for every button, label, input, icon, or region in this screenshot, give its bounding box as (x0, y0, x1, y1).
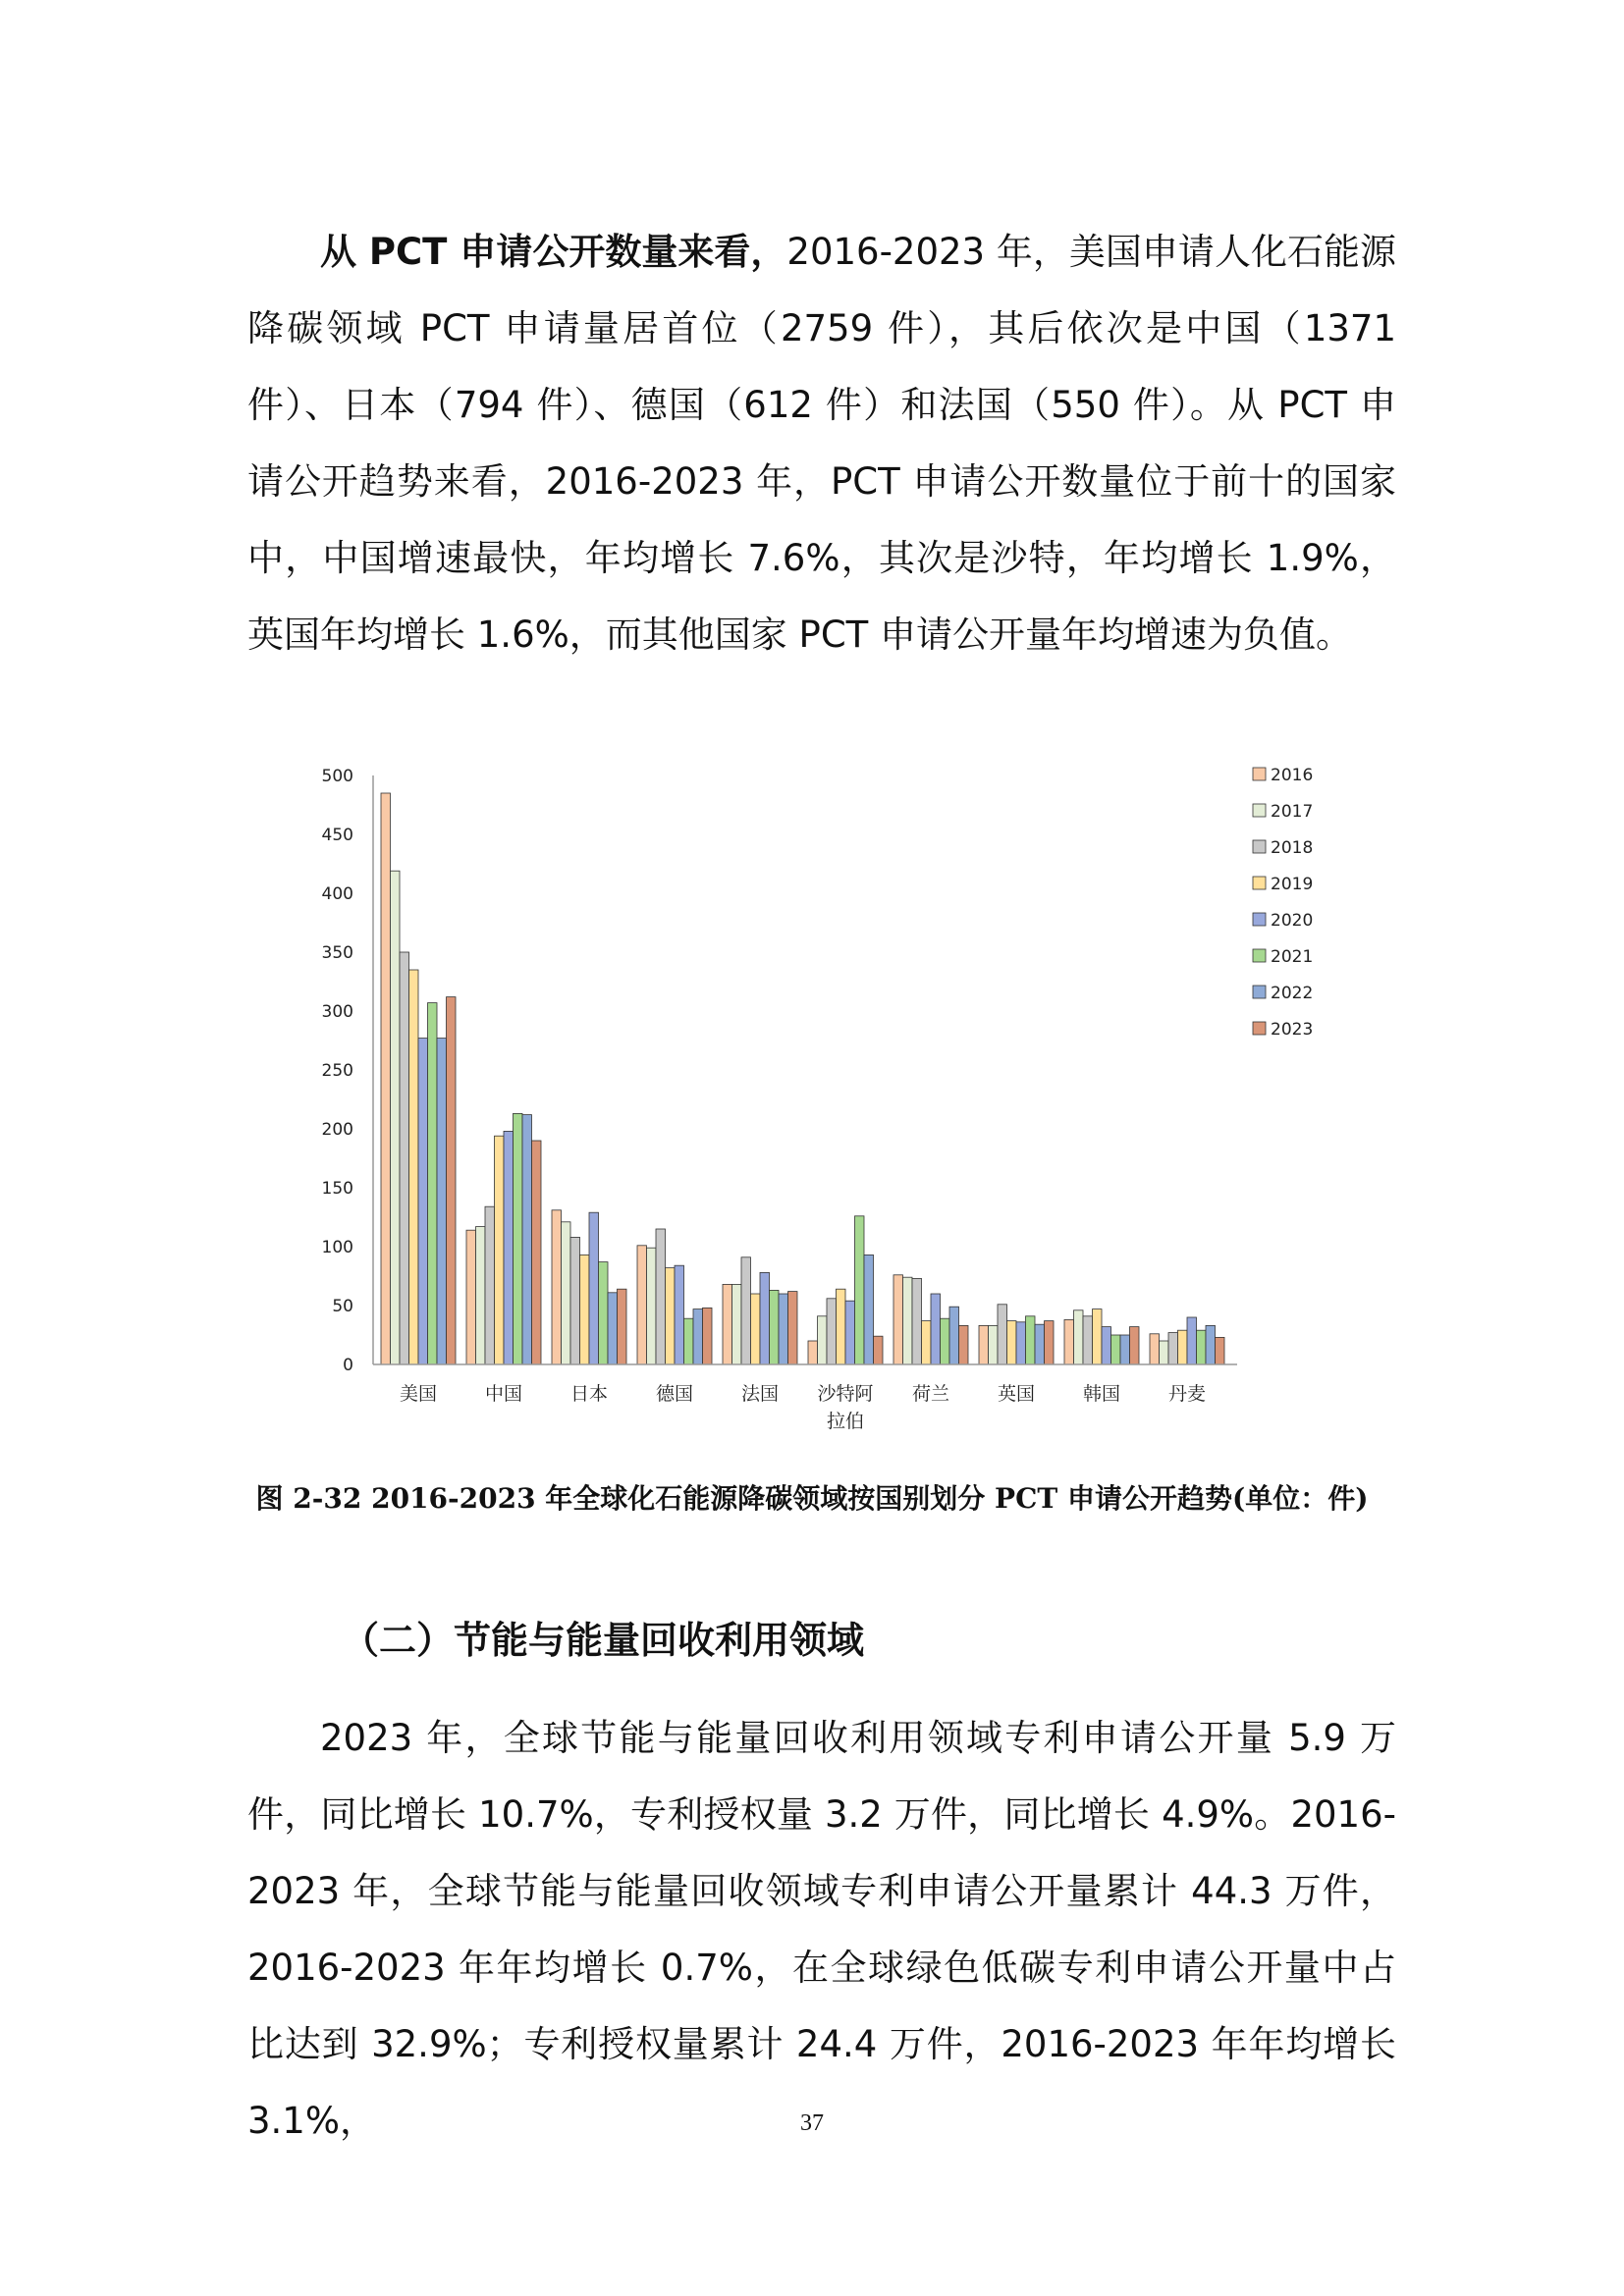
bar-2022-8 (1120, 1335, 1130, 1364)
bar-2018-9 (1168, 1333, 1178, 1364)
legend-swatch (1253, 804, 1266, 817)
x-tick-label: 丹麦 (1167, 1383, 1207, 1405)
y-tick-label: 0 (343, 1356, 353, 1375)
intro-paragraph (247, 214, 1396, 673)
bar-2019-8 (1093, 1309, 1103, 1364)
bar-2016-6 (893, 1275, 903, 1364)
bar-2020-5 (845, 1301, 855, 1364)
legend-label: 2021 (1271, 947, 1314, 967)
bar-2016-3 (637, 1246, 647, 1364)
bar-2017-6 (903, 1277, 913, 1364)
y-tick-label: 450 (321, 826, 353, 845)
bar-2023-1 (532, 1141, 542, 1364)
bar-2018-4 (741, 1257, 751, 1364)
bar-2022-5 (864, 1255, 874, 1364)
legend-label: 2023 (1271, 1020, 1314, 1040)
bar-2019-5 (837, 1289, 846, 1364)
bar-2018-1 (485, 1206, 495, 1364)
bar-2023-8 (1130, 1327, 1140, 1364)
bars (381, 793, 1224, 1364)
bar-2019-0 (409, 970, 419, 1364)
bar-2021-3 (684, 1318, 694, 1364)
y-tick-label: 500 (321, 767, 353, 786)
bar-2020-6 (931, 1294, 941, 1364)
legend-swatch (1253, 949, 1266, 962)
bar-2018-8 (1083, 1316, 1093, 1364)
bar-2021-5 (855, 1216, 865, 1364)
y-tick-label: 300 (321, 1002, 353, 1022)
bar-2016-7 (979, 1325, 989, 1364)
bar-2020-4 (760, 1272, 770, 1364)
bar-2016-2 (552, 1210, 562, 1364)
bar-2019-6 (922, 1321, 932, 1364)
bar-2023-9 (1216, 1337, 1225, 1364)
page-number: 37 (800, 2110, 824, 2136)
bar-2023-6 (959, 1325, 969, 1364)
bar-2021-9 (1197, 1330, 1207, 1364)
legend-label: 2016 (1271, 766, 1314, 785)
bar-2020-1 (504, 1131, 514, 1364)
bar-2022-6 (949, 1307, 959, 1364)
x-tick-label: 荷兰 (911, 1383, 950, 1405)
bar-2019-1 (495, 1136, 505, 1364)
bar-2021-6 (941, 1318, 950, 1364)
bar-2023-4 (788, 1292, 798, 1364)
legend-swatch (1253, 877, 1266, 889)
bar-2022-1 (522, 1115, 532, 1364)
y-axis (322, 767, 373, 1375)
bar-2023-5 (874, 1336, 884, 1364)
intro-text: 2016-2023 年，美国申请人化石能源降碳领域 PCT 申请量居首位（2759 件），其后依次是中国（1371 件）、日本（794 件）、德国（612 件）和法国（550 件）。从 PCT 申请公开趋势来看，2016-2023 年，PCT 申请公开数量位于前十的国家中，中国增速最快，年均增长 7.6%，其次是沙特，年均增长 1.9%，英国年均增长 1.6%，而其他国家 PCT 申请公开量年均增速为负值。 (247, 231, 1396, 656)
bar-2023-2 (618, 1289, 627, 1364)
bar-2021-8 (1111, 1335, 1121, 1364)
legend-label: 2022 (1271, 984, 1314, 1003)
bar-2017-3 (647, 1248, 657, 1364)
bar-2021-7 (1026, 1316, 1036, 1364)
bar-2023-0 (447, 997, 457, 1364)
x-tick-label: 中国 (484, 1383, 523, 1405)
bar-2017-0 (391, 871, 401, 1364)
y-tick-label: 350 (321, 943, 353, 963)
bar-2020-8 (1102, 1327, 1111, 1364)
bar-2017-2 (562, 1222, 571, 1364)
x-tick-label: 德国 (655, 1383, 694, 1405)
legend-swatch (1253, 768, 1266, 780)
bar-2020-2 (589, 1212, 599, 1364)
bar-2022-2 (608, 1293, 618, 1364)
bar-2018-5 (827, 1299, 837, 1364)
bar-2016-4 (723, 1284, 732, 1364)
chart-legend (1253, 766, 1313, 1040)
y-tick-label: 100 (321, 1238, 353, 1257)
bar-2022-3 (693, 1309, 703, 1364)
bar-2019-9 (1178, 1330, 1188, 1364)
bar-2016-9 (1150, 1334, 1160, 1364)
legend-label: 2020 (1271, 911, 1314, 931)
y-tick-label: 400 (321, 884, 353, 904)
bar-2022-9 (1206, 1325, 1216, 1364)
y-tick-label: 150 (321, 1179, 353, 1199)
bar-2016-1 (466, 1230, 476, 1364)
y-tick-label: 250 (321, 1061, 353, 1081)
bar-2022-7 (1035, 1324, 1045, 1364)
bar-2017-9 (1160, 1341, 1169, 1364)
section-heading: （二）节能与能量回收利用领域 (342, 1619, 865, 1662)
bar-2017-8 (1074, 1310, 1084, 1364)
x-tick-label: 美国 (399, 1383, 438, 1405)
intro-lead: 从 PCT 申请公开数量来看， (320, 231, 787, 273)
bar-2017-5 (818, 1316, 828, 1364)
y-tick-label: 200 (321, 1120, 353, 1140)
bar-chart (295, 746, 1335, 1443)
bar-2023-7 (1045, 1321, 1055, 1364)
bar-2020-7 (1016, 1322, 1026, 1364)
bar-2020-0 (418, 1039, 428, 1364)
bar-2016-0 (381, 793, 391, 1364)
bar-2019-4 (751, 1294, 761, 1364)
legend-label: 2018 (1271, 838, 1314, 858)
body-paragraph: 2023 年，全球节能与能量回收利用领域专利申请公开量 5.9 万件，同比增长 10.7%，专利授权量 3.2 万件，同比增长 4.9%。2016-2023 年，全球节能与能量回收领域专利申请公开量累计 44.3 万件，2016-2023 年年均增长 0.7%，在全球绿色低碳专利申请公开量中占比达到 32.9%；专利授权量累计 24.4 万件，2016-2023 年年均增长 3.1%， (247, 1717, 1396, 2142)
figure-caption: 图 2-32 2016-2023 年全球化石能源降碳领域按国别划分 PCT 申请公开趋势(单位：件) (255, 1482, 1369, 1515)
bar-2016-5 (808, 1341, 818, 1364)
bar-2018-0 (400, 952, 409, 1364)
bar-2017-1 (476, 1227, 486, 1364)
bar-2021-1 (514, 1113, 523, 1364)
bar-2017-4 (732, 1284, 742, 1364)
bar-2021-0 (428, 1003, 438, 1364)
legend-swatch (1253, 986, 1266, 998)
legend-label: 2019 (1271, 875, 1314, 894)
x-tick-label: 英国 (997, 1383, 1036, 1405)
bar-2020-9 (1187, 1317, 1197, 1364)
legend-label: 2017 (1271, 802, 1314, 822)
x-tick-label: 法国 (740, 1383, 780, 1405)
bar-2018-2 (570, 1237, 580, 1364)
bar-2019-2 (580, 1255, 590, 1364)
bar-2019-7 (1007, 1321, 1017, 1364)
bar-2018-3 (656, 1229, 666, 1364)
bar-2021-2 (599, 1262, 609, 1364)
bar-2016-8 (1064, 1319, 1074, 1364)
x-tick-label: 拉伯 (826, 1411, 865, 1432)
bar-2019-3 (666, 1268, 676, 1364)
bar-2023-3 (703, 1308, 713, 1364)
bar-2018-6 (912, 1278, 922, 1364)
x-tick-label: 韩国 (1082, 1383, 1121, 1405)
legend-swatch (1253, 840, 1266, 853)
bar-2022-4 (779, 1294, 788, 1364)
bar-2020-3 (675, 1265, 684, 1364)
y-tick-label: 50 (332, 1297, 353, 1316)
x-axis (373, 1364, 1237, 1432)
legend-swatch (1253, 1022, 1266, 1035)
legend-swatch (1253, 913, 1266, 926)
x-tick-label: 日本 (569, 1383, 609, 1405)
bar-2022-0 (437, 1039, 447, 1364)
bar-2018-7 (998, 1305, 1007, 1364)
x-tick-label: 沙特阿 (817, 1383, 874, 1405)
bar-2017-7 (989, 1325, 999, 1364)
bar-2021-4 (770, 1290, 780, 1364)
